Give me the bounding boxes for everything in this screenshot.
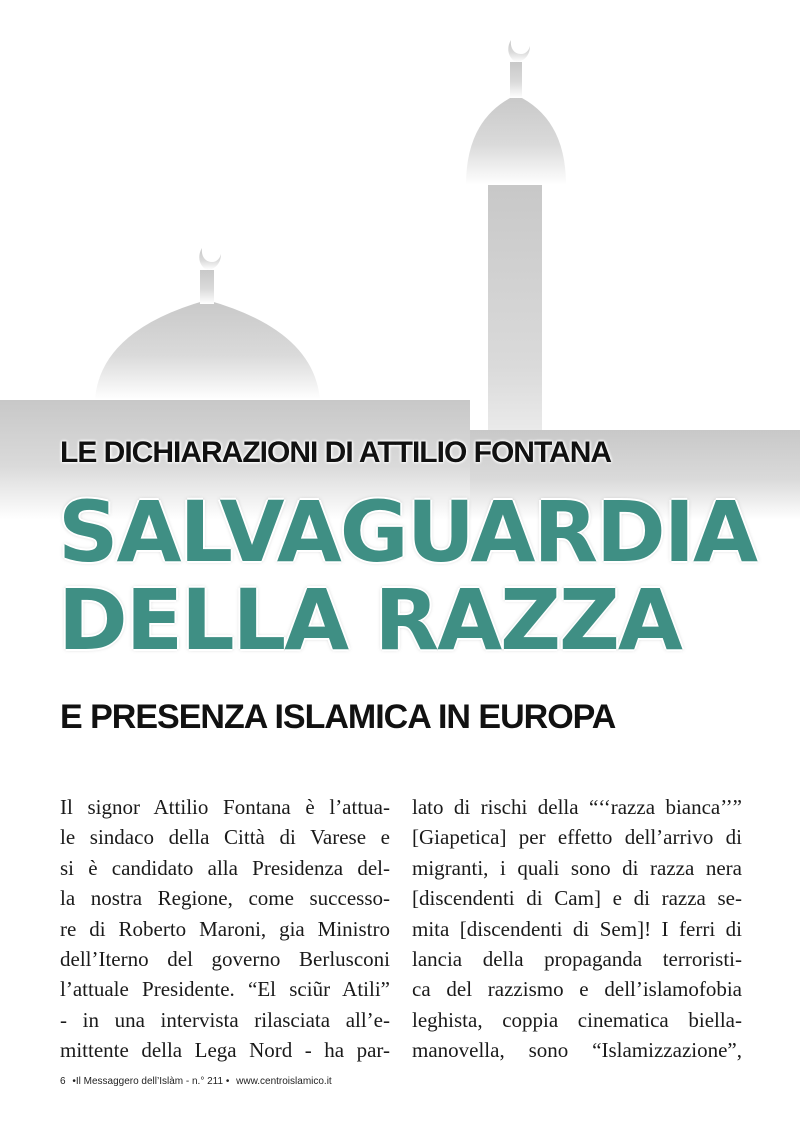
body-line: la nostra Regione, come successo-: [60, 886, 390, 911]
page-number: 6: [60, 1076, 66, 1087]
body-line: lancia della propaganda terroristi-: [412, 947, 742, 972]
body-column-1: [60, 792, 390, 1066]
body-line: mittente della Lega Nord - ha par-: [60, 1038, 390, 1063]
page-footer: [60, 1076, 336, 1087]
body-line: dell’Iterno del governo Berlusconi: [60, 947, 390, 972]
body-line: mita [discendenti di Sem]! I ferri di: [412, 916, 742, 941]
body-line: lato di rischi della “‘‘razza bianca’’”: [412, 795, 742, 819]
headline-line-1: SALVAGUARDIA: [58, 483, 757, 581]
article-headline: [58, 483, 757, 669]
body-line: [discendenti di Cam] e di razza se-: [412, 886, 742, 911]
body-line: migranti, i quali sono di razza nera: [412, 855, 742, 880]
body-line: leghista, coppia cinematica biella-: [412, 1007, 742, 1032]
article-kicker: LE DICHIARAZIONI DI ATTILIO FONTANA: [60, 436, 612, 469]
publication-name: •Il Messaggero dell’Islàm - n.° 211 •: [72, 1076, 230, 1087]
body-line: - in una intervista rilasciata all’e-: [60, 1007, 390, 1032]
body-line: manovella, sono “Islamizzazione”,: [412, 1038, 742, 1063]
body-line: Il signor Attilio Fontana è l’attua-: [60, 795, 390, 819]
body-line: ca del razzismo e dell’islamofobia: [412, 977, 742, 1002]
body-line: si è candidato alla Presidenza del-: [60, 855, 390, 880]
body-line: le sindaco della Città di Varese e: [60, 825, 390, 850]
body-line: l’attuale Presidente. “El sciũr Atili”: [60, 977, 390, 1002]
body-column-2: [412, 792, 742, 1066]
article-subtitle: E PRESENZA ISLAMICA IN EUROPA: [60, 698, 616, 736]
headline-line-2: DELLA RAZZA: [58, 571, 681, 669]
body-line: [Giapetica] per effetto dell’arrivo di: [412, 825, 742, 850]
body-line: re di Roberto Maroni, gia Ministro: [60, 916, 390, 941]
website-link[interactable]: www.centroislamico.it: [236, 1076, 332, 1087]
